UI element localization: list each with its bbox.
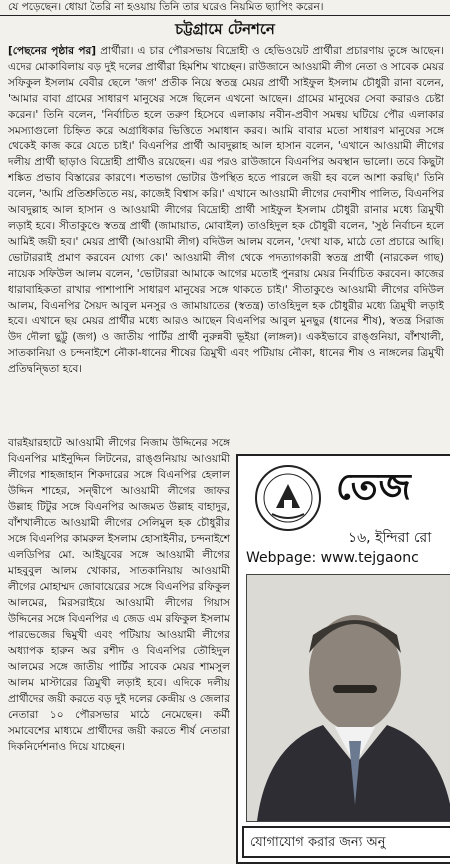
previous-article-snippet: যে পড়েছেন। ধোয়া তৈরি না হওয়ায় তিনি তার ঘরেও নিয়মিত ছ্যাপিং করেন।	[8, 1, 324, 13]
college-advertisement	[236, 454, 450, 864]
college-address: ১৬, ইন্দিরা রো	[348, 530, 432, 546]
college-name: তেজ	[336, 466, 412, 508]
article-body-full-width	[8, 44, 444, 434]
top-divider	[0, 15, 450, 16]
college-website: Webpage: www.tejgaonc	[246, 550, 419, 566]
article-headline: চট্টগ্রামে টেনশনে	[175, 20, 275, 38]
article-paragraph-full: প্রার্থীরা। এ চার পৌরসভায় বিদ্রোহী ও হেভিওয়েট প্রার্থীরা প্রচারণায় তুঙ্গে আছেন। এদের মোকাবিলায় বড় দুই দলের প্রার্থীরা হিমশিম খাচ্ছেন। রাউজানে আওয়ামী লীগ নেতা ও সাবেক মেয়র সফিকুল ইসলাম বেবীর ছেলে 'জগ' প্রতীক নিয়ে স্বতন্ত্র মেয়র প্রার্থী সাইফুল ইসলাম চৌধুরী রানা বলেন, 'আমার বাবা গ্রামের সাধারণ মানুষের সঙ্গে ছিলেন এখনো আছেন। গ্রামের মানুষের সেবা করারও চেষ্টা করেন।' তিনি বলেন, 'নির্বাচিত হলে তরুণ হিসেবে এলাকায় নবীন-প্রবীণ সমন্বয় ঘটিয়ে পৌর এলাকার সমস্যাগুলো চিহ্নিত করে অগ্রাধিকার ভিত্তিতে সমাধান করব। আমি বাবার মতো সাধারণ মানুষের সঙ্গে থেকেই কাজ করে যেতে চাই।' বিএনপির প্রার্থী আবদুল্লাহ আল হাসান বলেন, 'এখানে আওয়ামী লীগের দলীয় প্রার্থী ছাড়াও বিদ্রোহী প্রার্থীও রয়েছেন। এর পরও রাউজানে বিএনপির অবস্থান ভালো। তবে কিছুটা শঙ্কিত প্রভাব বিস্তারের কারণে। শতভাগ ভোটার উপস্থিত হতে পারলে জয়ী হব বলে আশা করছি।' তিনি বলেন, 'আমি প্রতিশ্রুতিতে নয়, কাজেই বিশ্বাস করি।' এখানে আওয়ামী লীগের দেবাশীষ পালিত, বিএনপির আবদুল্লাহ আল হাসান ও আওয়ামী লীগের বিদ্রোহী প্রার্থী সাইফুল ইসলাম চৌধুরী রানার মধ্যে ত্রিমুখী লড়াই হবে। সীতাকুণ্ডে স্বতন্ত্র প্রার্থী (জামায়াত, মোবাইল) তাওহিদুল হক চৌধুরী বলেন, 'সুষ্ঠ নির্বাচন হলে আমিই জয়ী হব।' মেয়র প্রার্থী (আওয়ামী লীগ) বদিউল আলম বলেন, 'দেখা যাক, মাঠে তো প্রচারে আছি। ভোটাররাই প্রমাণ করবেন যোগ্য কে।' আওয়ামী লীগ থেকে পদত্যাগকারী স্বতন্ত্র প্রার্থী (নারকেল গাছ) নায়েক সফিউল আলম বলেন, 'ভোটাররা আমাকে আগের মতোই পুনরায় মেয়র নির্বাচিত করবেন। কাজের ধারাবাহিকতা রাখার পাশাপাশি সাধারণ মানুষের সঙ্গে থাকতে চাই।' সীতাকুণ্ডে আওয়ামী লীগের বদিউল আলম, বিএনপির সৈয়দ আবুল মনসুর ও জামায়াতের (স্বতন্ত্র) তাওহিদুল হক চৌধুরীর মধ্যে ত্রিমুখী লড়াই হবে। এখানে ছয় মেয়র প্রার্থীর মধ্যে আরও আছেন বিএনপির আবুল মুনছুর (ধানের শীষ), স্বতন্ত্র সিরাজ উদ দৌলা ছুট্টু (জগ) ও জাতীয় পার্টির প্রার্থী নুরুন্নবী ভূইয়া (লাঙ্গল)। একইভাবে রাঙ্গুনিয়া, বাঁশখালী, সাতকানিয়া ও চন্দনাইশে নৌকা-ধানের শীষের ত্রিমুখী এবং পটিয়ায় নৌকা, ধানের শীষ ও নাঙ্গলের ত্রিমুখী প্রতিদ্বন্দ্বিতা হবে।	[8, 45, 444, 376]
college-logo-icon	[254, 464, 322, 532]
portrait-photo	[246, 574, 450, 822]
person-portrait-icon	[247, 575, 450, 821]
contact-banner: যোগাযোগ করার জন্য অনু	[242, 826, 450, 858]
continued-from-kicker: [পেছনের পৃষ্ঠার পর]	[8, 45, 97, 57]
article-body-column: বারইয়ারহাটে আওয়ামী লীগের নিজাম উদ্দিনের সঙ্গে বিএনপির মাইনুদ্দিন লিটনের, রাঙ্গুনিয়ায় আওয়ামী লীগের শাহজাহান শিকদারের সঙ্গে বিএনপির হেলাল উদ্দিন শাহের, সন্দ্বীপে আওয়ামী লীগের জাফর উল্লাহ টিটুর সঙ্গে বিএনপির আজমত উল্লাহ বাহাদুর, বাঁশখালীতে আওয়ামী লীগের সেলিমুল হক চৌধুরীর সঙ্গে বিএনপির কামরুল ইসলাম হোসাইনীর, চন্দনাইশে এলডিপির মো. আইয়ুবের সঙ্গে আওয়ামী লীগের মাহবুবুল আলম খোকার, সাতকানিয়ায় আওয়ামী লীগের মোহাম্মদ জোবায়েরের সঙ্গে বিএনপির রফিকুল আলমের, মিরসরাইয়ে আওয়ামী লীগের গিয়াস উদ্দিনের সঙ্গে বিএনপির এ জেড এম রফিকুল ইসলাম পারভেজের দ্বিমুখী এবং পটিয়ায় আওয়ামী লীগের অধ্যাপক হারুন অর রশীদ ও বিএনপির তৌহিদুল আলমের সঙ্গে জাতীয় পার্টির সাবেক মেয়র শামসুল আলম মাস্টারের ত্রিমুখী লড়াই হবে। এদিকে দলীয় প্রার্থীদের জয়ী করতে বড় দুই দলের কেন্দ্রীয় ও জেলার নেতারা ১০ পৌরসভার মাঠে নেমেছেন। কর্মী সমাবেশের মাধ্যমে প্রার্থীদের জয়ী করতে শীর্ষ নেতারা দিকনির্দেশনাও দিয়ে যাচ্ছেন।	[8, 437, 230, 753]
